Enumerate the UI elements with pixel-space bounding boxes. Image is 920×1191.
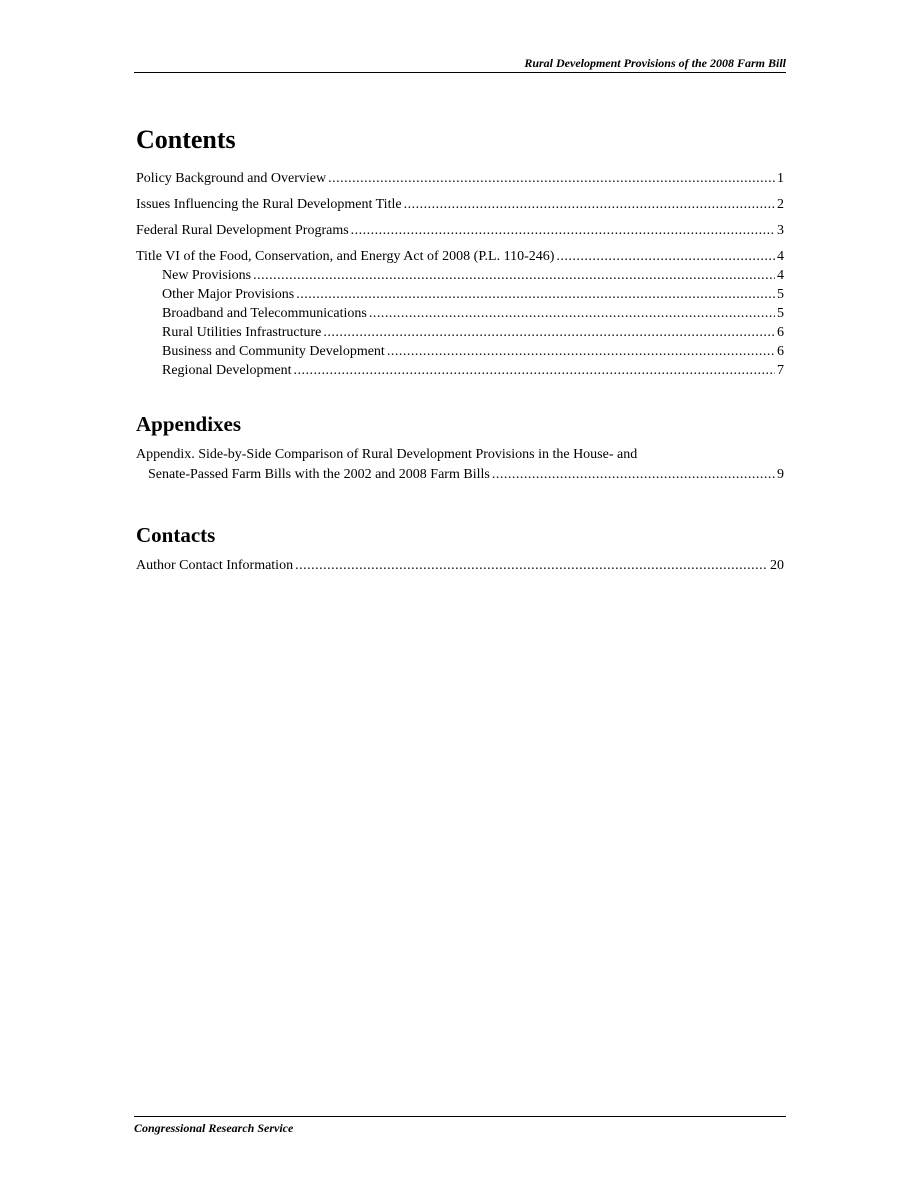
dot-leader: [404, 196, 775, 214]
toc-entry-label: Federal Rural Development Programs: [136, 223, 349, 238]
dot-leader: [556, 248, 775, 266]
contents-heading: Contents: [136, 125, 236, 154]
contacts-heading: Contacts: [136, 523, 216, 547]
dot-leader: [328, 170, 775, 188]
dot-leader: [253, 266, 775, 285]
toc-subentry-rural-utilities[interactable]: [136, 323, 784, 342]
toc-entry-label: Author Contact Information: [136, 558, 294, 573]
toc-entry-page: 5: [777, 306, 784, 321]
footer-publisher: Congressional Research Service: [134, 1121, 294, 1135]
dot-leader: [295, 557, 768, 575]
page-footer: [134, 1116, 786, 1135]
toc-entry-policy-background[interactable]: [136, 170, 784, 188]
toc-subentry-other-major[interactable]: [136, 285, 784, 304]
toc-entry-page: 7: [777, 363, 784, 378]
toc-entry-label: Regional Development: [162, 363, 292, 378]
dot-leader: [492, 465, 775, 485]
toc-entry-page: 6: [777, 344, 784, 359]
toc-entry-federal-programs[interactable]: [136, 222, 784, 240]
toc-entry-page: 4: [777, 268, 784, 283]
toc-entry-page: 6: [777, 325, 784, 340]
dot-leader: [351, 222, 775, 240]
toc-entry-label: Rural Utilities Infrastructure: [162, 325, 322, 340]
toc-entry-label: Broadband and Telecommunications: [162, 306, 367, 321]
toc-entry-label: Other Major Provisions: [162, 287, 295, 302]
toc-entry-label-line2: Senate-Passed Farm Bills with the 2002 and 2008 Farm Bills: [148, 467, 490, 482]
toc-entry-label: Policy Background and Overview: [136, 171, 327, 186]
contents-list: [136, 170, 784, 380]
toc-entry-page: 3: [777, 223, 784, 238]
dot-leader: [323, 323, 775, 342]
toc-entry-label-line1: Appendix. Side-by-Side Comparison of Rural Development Provisions in the House- and: [136, 447, 638, 462]
toc-subentry-business-community[interactable]: [136, 342, 784, 361]
toc-entry-appendix[interactable]: [136, 445, 784, 485]
toc-entry-label: Business and Community Development: [162, 344, 385, 359]
toc-entry-label: New Provisions: [162, 268, 252, 283]
toc-entry-page: 2: [777, 197, 784, 212]
toc-subentry-new-provisions[interactable]: [136, 266, 784, 285]
dot-leader: [293, 361, 775, 380]
dot-leader: [369, 304, 775, 323]
running-title: Rural Development Provisions of the 2008 Farm Bill: [524, 56, 786, 70]
toc-entry-page: 4: [777, 249, 784, 264]
toc-entry-page: 9: [777, 467, 784, 482]
toc-entry-label: Issues Influencing the Rural Development Title: [136, 197, 402, 212]
toc-subentry-regional[interactable]: [136, 361, 784, 380]
toc-entry-title-vi[interactable]: [136, 248, 784, 266]
table-of-contents: [136, 122, 784, 575]
toc-entry-label: Title VI of the Food, Conservation, and Energy Act of 2008 (P.L. 110-246): [136, 249, 555, 264]
toc-entry-issues-influencing[interactable]: [136, 196, 784, 214]
toc-subentry-broadband[interactable]: [136, 304, 784, 323]
toc-entry-author-contact[interactable]: [136, 557, 784, 575]
appendixes-heading: Appendixes: [136, 412, 242, 436]
running-header: [134, 56, 786, 73]
toc-entry-line2: [136, 465, 784, 485]
toc-entry-page: 1: [777, 171, 784, 186]
toc-entry-page: 20: [770, 558, 784, 573]
toc-entry-page: 5: [777, 287, 784, 302]
dot-leader: [296, 285, 775, 304]
dot-leader: [387, 342, 775, 361]
